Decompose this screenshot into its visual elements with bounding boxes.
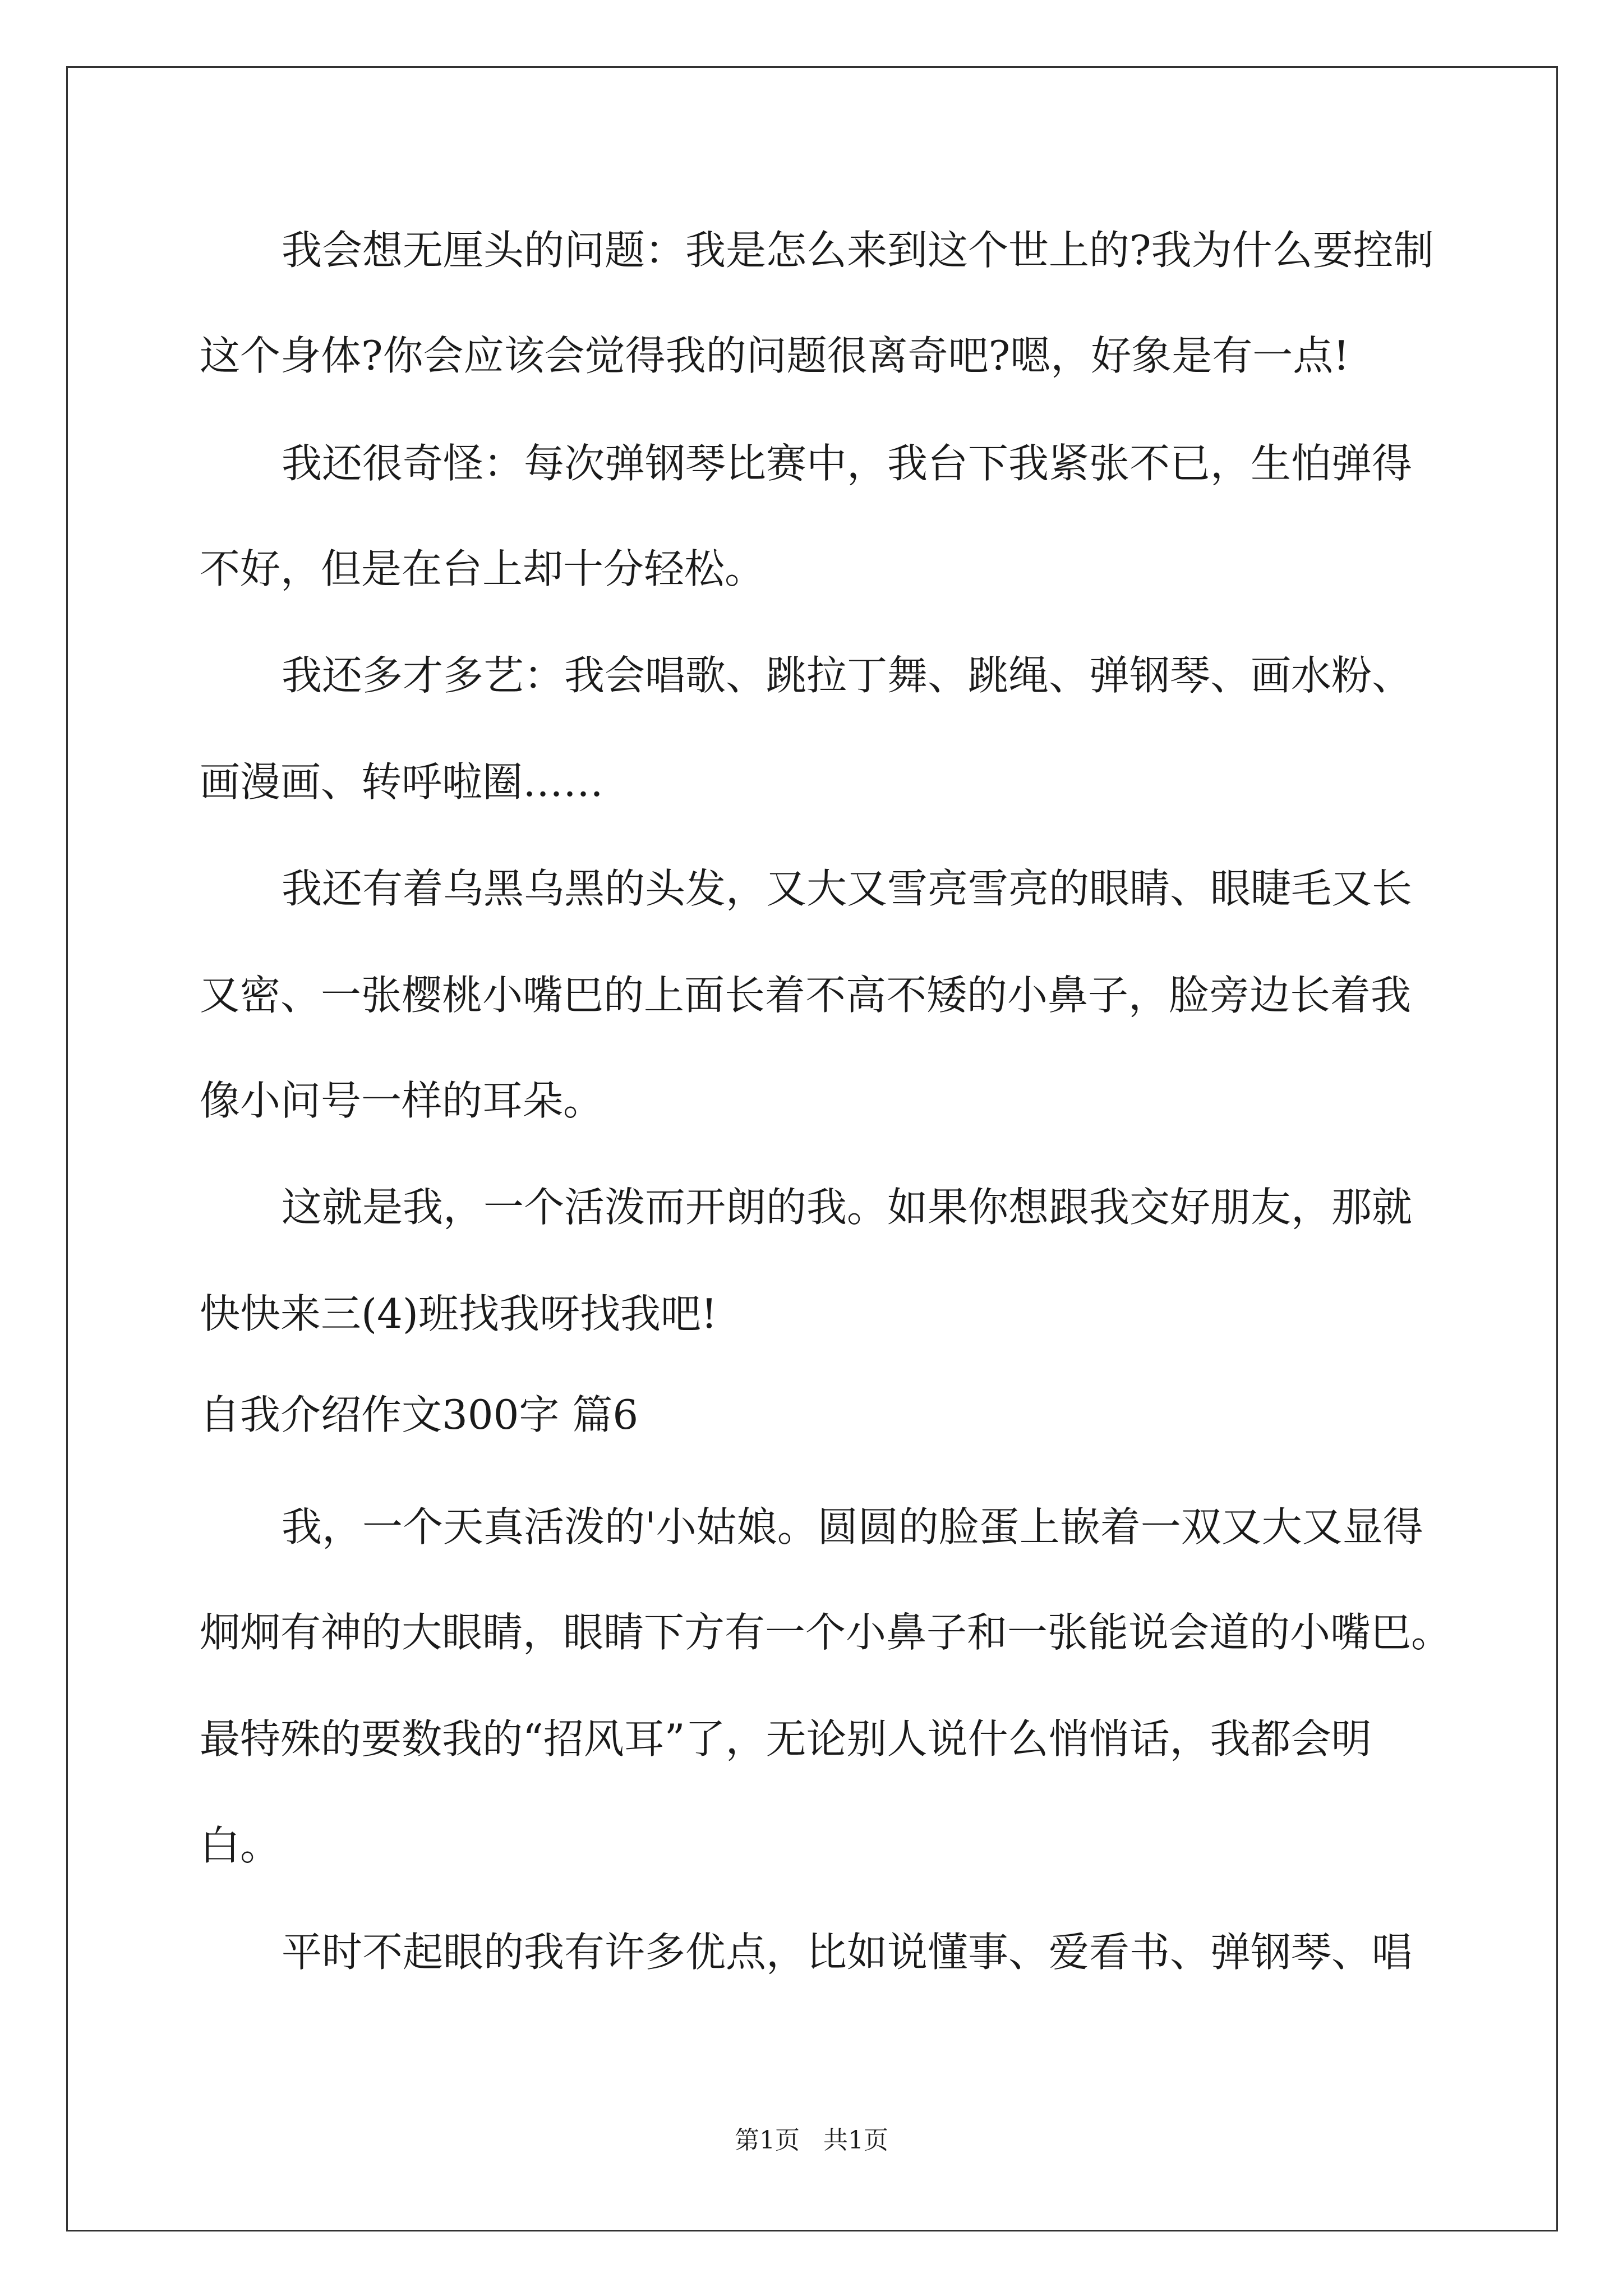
paragraph-3-line-1: 我还多才多艺：我会唱歌、跳拉丁舞、跳绳、弹钢琴、画水粉、 xyxy=(282,652,1413,699)
paragraph-2-line-2: 不好，但是在台上却十分轻松。 xyxy=(200,545,766,592)
paragraph-3-line-2: 画漫画、转呼啦圈…… xyxy=(200,758,604,806)
paragraph-6-line-3: 最特殊的要数我的“招风耳”了，无论别人说什么悄悄话，我都会明 xyxy=(200,1715,1372,1763)
paragraph-6-line-2: 炯炯有神的大眼睛，眼睛下方有一个小鼻子和一张能说会道的小嘴巴。 xyxy=(200,1609,1452,1656)
page-number-footer: 第1页 共1页 xyxy=(735,2126,888,2155)
paragraph-4-line-2: 又密、一张樱桃小嘴巴的上面长着不高不矮的小鼻子，脸旁边长着我 xyxy=(200,972,1412,1019)
paragraph-4-line-3: 像小问号一样的耳朵。 xyxy=(200,1077,604,1124)
paragraph-5-line-2: 快快来三(4)班找我呀找我吧! xyxy=(200,1290,717,1337)
paragraph-2-line-1: 我还很奇怪：每次弹钢琴比赛中，我台下我紧张不已，生怕弹得 xyxy=(282,440,1413,487)
paragraph-6-line-1: 我，一个天真活泼的'小姑娘。圆圆的脸蛋上嵌着一双又大又显得 xyxy=(282,1503,1423,1550)
paragraph-1-line-1: 我会想无厘头的问题：我是怎么来到这个世上的?我为什么要控制 xyxy=(282,227,1434,274)
paragraph-4-line-1: 我还有着乌黑乌黑的头发，又大又雪亮雪亮的眼睛、眼睫毛又长 xyxy=(282,865,1413,912)
paragraph-1-line-2: 这个身体?你会应该会觉得我的问题很离奇吧?嗯，好象是有一点! xyxy=(200,332,1350,379)
paragraph-5-line-1: 这就是我，一个活泼而开朗的我。如果你想跟我交好朋友，那就 xyxy=(282,1184,1413,1231)
paragraph-7-line-1: 平时不起眼的我有许多优点，比如说懂事、爱看书、弹钢琴、唱 xyxy=(282,1929,1413,1976)
section-heading: 自我介绍作文300字 篇6 xyxy=(200,1391,639,1438)
page-border xyxy=(66,66,1558,2231)
paragraph-6-line-4: 白。 xyxy=(200,1822,281,1869)
